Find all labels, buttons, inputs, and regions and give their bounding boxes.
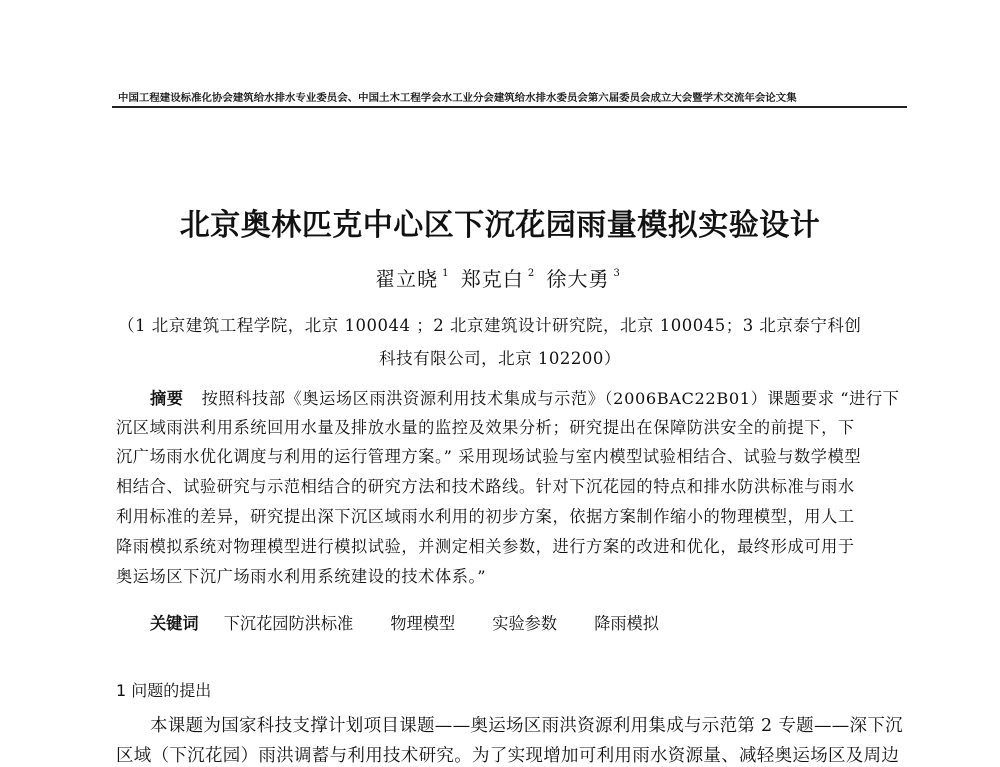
- body-line: 区域（下沉花园）雨洪调蓄与利用技术研究。为了实现增加可利用雨水资源量、减轻奥运场区及周边: [116, 746, 900, 766]
- keyword: 实验参数: [492, 614, 558, 633]
- author-mark: 3: [613, 268, 621, 279]
- author-name: 郑克白: [460, 267, 524, 291]
- affiliation-line: 科技有限公司，北京 102200）: [379, 349, 621, 368]
- abstract-line: 降雨模拟系统对物理模型进行模拟试验，并测定相关参数，进行方案的改进和优化，最终形成可用于: [116, 537, 855, 556]
- keyword: 物理模型: [390, 614, 456, 633]
- abstract-line: 沉区域雨洪利用系统回用水量及排放水量的监控及效果分析；研究提出在保障防洪安全的前提下，下: [116, 418, 855, 437]
- affiliation-line: （1 北京建筑工程学院，北京 100044 ；2 北京建筑设计研究院，北京 100045；3 北京泰宁科创: [118, 316, 862, 335]
- running-header: 中国工程建设标准化协会建筑给水排水专业委员会、中国土木工程学会水工业分会建筑给水排水委员会第六届委员会成立大会暨学术交流年会论文集: [118, 92, 797, 104]
- abstract-label: 摘要: [150, 389, 184, 408]
- author-mark: 1: [442, 268, 450, 279]
- abstract-line: [150, 385, 900, 409]
- header-rule: [112, 106, 907, 108]
- abstract-line: 奥运场区下沉广场雨水利用系统建设的技术体系。”: [116, 567, 487, 586]
- author-mark: 2: [527, 268, 536, 279]
- section-heading: 1 问题的提出: [116, 681, 212, 700]
- author-list: [0, 263, 1000, 292]
- abstract-line: 相结合、试验研究与示范相结合的研究方法和技术路线。针对下沉花园的特点和排水防洪标准与雨水: [116, 477, 855, 496]
- author-name: 徐大勇: [546, 267, 610, 291]
- body-line: 本课题为国家科技支撑计划项目课题——奥运场区雨洪资源利用集成与示范第 2 专题——深下沉: [150, 716, 903, 736]
- abstract-text: 按照科技部《奥运场区雨洪资源利用技术集成与示范》（2006BAC22B01）课题要求 “进行下: [201, 389, 900, 408]
- abstract-line: 沉广场雨水优化调度与利用的运行管理方案。” 采用现场试验与室内模型试验相结合、试验与数学模型: [116, 447, 862, 466]
- paper-title: 北京奥林匹克中心区下沉花园雨量模拟实验设计: [179, 208, 821, 243]
- keywords-label: 关键词: [150, 614, 199, 633]
- keyword: 下沉花园防洪标准: [223, 614, 354, 633]
- keyword: 降雨模拟: [594, 614, 659, 633]
- abstract-line: 利用标准的差异，研究提出深下沉区域雨水利用的初步方案，依据方案制作缩小的物理模型，用人工: [116, 507, 855, 526]
- keywords-line: [150, 610, 691, 634]
- author-name: 翟立晓: [375, 267, 439, 291]
